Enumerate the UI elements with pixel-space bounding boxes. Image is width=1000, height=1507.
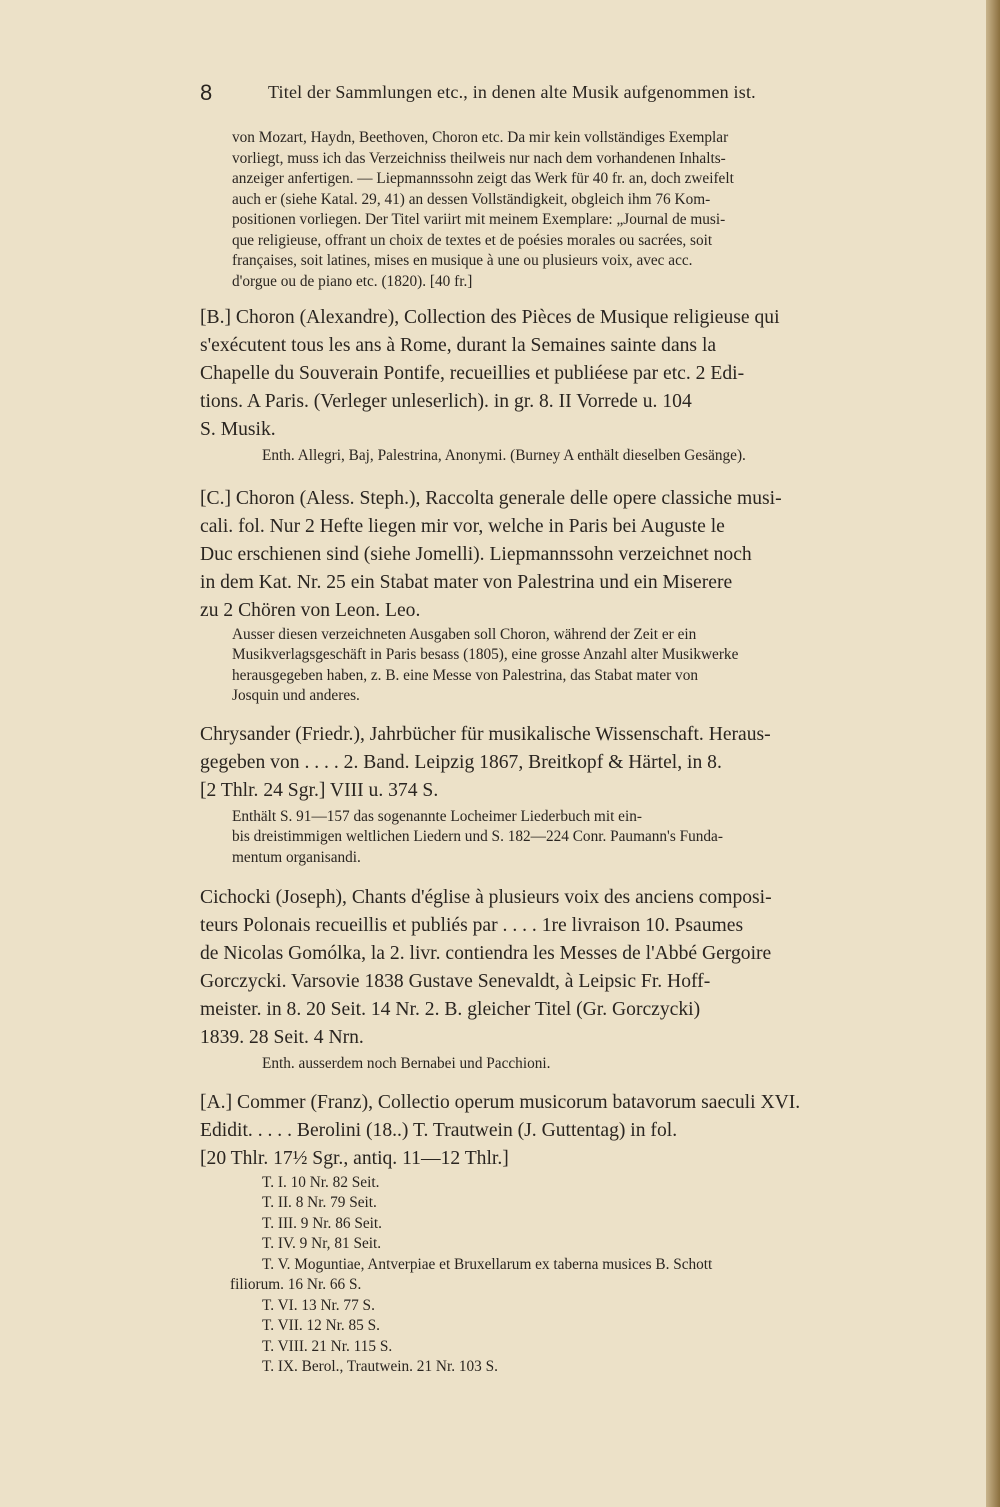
entry-line: teurs Polonais recueillis et publiés par . . . . 1re livraison 10. Psaumes bbox=[200, 915, 744, 936]
entry-note bbox=[200, 807, 900, 869]
entry-line: de Nicolas Gomólka, la 2. livr. contiendra les Messes de l'Abbé Gergoire bbox=[200, 943, 772, 964]
page-number: 8 bbox=[200, 80, 213, 105]
page-header bbox=[200, 80, 900, 106]
note-line: Josquin und anderes. bbox=[232, 687, 360, 704]
note-line: herausgegeben haben, z. B. eine Messe von Palestrina, das Stabat mater von bbox=[232, 666, 698, 684]
intro-line: positionen vorliegen. Der Titel variirt mit meinem Exemplare: „Journal de musi- bbox=[232, 211, 726, 228]
volume-item: T. VI. 13 Nr. 77 S. bbox=[262, 1296, 375, 1314]
volume-item: T. IX. Berol., Trautwein. 21 Nr. 103 S. bbox=[262, 1358, 498, 1375]
entry-line: s'exécutent tous les ans à Rome, durant la Semaines sainte dans la bbox=[200, 335, 717, 356]
volume-list bbox=[230, 1173, 900, 1378]
note-line: Enth. ausserdem noch Bernabei und Pacchioni. bbox=[262, 1055, 551, 1072]
entry-line: tions. A Paris. (Verleger unleserlich). in gr. 8. II Vorrede u. 104 bbox=[200, 391, 692, 412]
intro-line: vorliegt, muss ich das Verzeichniss theilweis nur nach dem vorhandenen Inhalts- bbox=[232, 149, 726, 167]
intro-paragraph bbox=[200, 128, 900, 292]
entry-chrysander bbox=[200, 721, 900, 869]
entry-cichocki bbox=[200, 884, 900, 1075]
volume-item: T. II. 8 Nr. 79 Seit. bbox=[262, 1194, 377, 1211]
entry-note bbox=[200, 625, 900, 707]
intro-line: françaises, soit latines, mises en musique à une ou plusieurs voix, avec acc. bbox=[232, 252, 693, 269]
entry-line: zu 2 Chören von Leon. Leo. bbox=[200, 599, 421, 621]
entry-line: [C.] Choron (Aless. Steph.), Raccolta generale delle opere classiche musi- bbox=[200, 487, 782, 509]
volume-item: T. III. 9 Nr. 86 Seit. bbox=[262, 1214, 382, 1232]
note-line: Ausser diesen verzeichneten Ausgaben soll Choron, während der Zeit er ein bbox=[232, 625, 697, 643]
page-edge bbox=[986, 0, 1000, 1507]
note-line: mentum organisandi. bbox=[232, 848, 361, 866]
entry-choron-alexandre bbox=[200, 304, 900, 467]
entry-line: gegeben von . . . . 2. Band. Leipzig 1867, Breitkopf & Härtel, in 8. bbox=[200, 751, 722, 773]
entry-commer bbox=[200, 1089, 900, 1378]
note-line: Enth. Allegri, Baj, Palestrina, Anonymi. (Burney A enthält dieselben Gesänge). bbox=[262, 447, 746, 464]
intro-line: d'orgue ou de piano etc. (1820). [40 fr.] bbox=[232, 272, 473, 290]
entry-line: cali. fol. Nur 2 Hefte liegen mir vor, welche in Paris bei Auguste le bbox=[200, 515, 725, 537]
intro-line: anzeiger anfertigen. — Liepmannssohn zeigt das Werk für 40 fr. an, doch zweifelt bbox=[232, 170, 734, 187]
volume-item: T. VIII. 21 Nr. 115 S. bbox=[262, 1337, 393, 1355]
intro-line: que religieuse, offrant un choix de textes et de poésies morales ou sacrées, soit bbox=[232, 231, 713, 249]
entry-note bbox=[200, 1054, 900, 1075]
entry-line: [A.] Commer (Franz), Collectio operum musicorum batavorum saeculi XVI. bbox=[200, 1091, 801, 1113]
note-line: Enthält S. 91—157 das sogenannte Locheimer Liederbuch mit ein- bbox=[232, 807, 642, 825]
page-content bbox=[200, 128, 900, 1378]
entry-line: Chrysander (Friedr.), Jahrbücher für musikalische Wissenschaft. Heraus- bbox=[200, 723, 771, 745]
entry-line: [20 Thlr. 17½ Sgr., antiq. 11—12 Thlr.] bbox=[200, 1147, 509, 1169]
entry-line: Chapelle du Souverain Pontife, recueillies et publiéese par etc. 2 Edi- bbox=[200, 363, 745, 384]
entry-line: S. Musik. bbox=[200, 419, 276, 440]
volume-item: T. VII. 12 Nr. 85 S. bbox=[262, 1317, 380, 1334]
running-title: Titel der Sammlungen etc., in denen alte Musik aufgenommen ist. bbox=[268, 82, 756, 102]
entry-line: Cichocki (Joseph), Chants d'église à plusieurs voix des anciens composi- bbox=[200, 887, 772, 908]
intro-line: von Mozart, Haydn, Beethoven, Choron etc. Da mir kein vollständiges Exemplar bbox=[232, 129, 729, 146]
note-line: Musikverlagsgeschäft in Paris besass (1805), eine grosse Anzahl alter Musikwerke bbox=[232, 646, 739, 663]
entry-line: Duc erschienen sind (siehe Jomelli). Liepmannssohn verzeichnet noch bbox=[200, 543, 752, 565]
entry-line: in dem Kat. Nr. 25 ein Stabat mater von Palestrina und ein Miserere bbox=[200, 571, 733, 593]
entry-note bbox=[200, 446, 900, 467]
entry-line: [B.] Choron (Alexandre), Collection des Pièces de Musique religieuse qui bbox=[200, 307, 780, 328]
entry-line: Edidit. . . . . Berolini (18..) T. Trautwein (J. Guttentag) in fol. bbox=[200, 1119, 678, 1141]
entry-line: Gorczycki. Varsovie 1838 Gustave Senevaldt, à Leipsic Fr. Hoff- bbox=[200, 971, 711, 992]
entry-line: 1839. 28 Seit. 4 Nrn. bbox=[200, 1027, 364, 1048]
volume-item: T. V. Moguntiae, Antverpiae et Bruxellarum ex taberna musices B. Schott bbox=[262, 1255, 713, 1273]
note-line: bis dreistimmigen weltlichen Liedern und S. 182—224 Conr. Paumann's Funda- bbox=[232, 828, 723, 845]
volume-item: filiorum. 16 Nr. 66 S. bbox=[230, 1276, 362, 1293]
volume-item: T. I. 10 Nr. 82 Seit. bbox=[262, 1173, 380, 1191]
entry-line: [2 Thlr. 24 Sgr.] VIII u. 374 S. bbox=[200, 779, 439, 801]
volume-item: T. IV. 9 Nr, 81 Seit. bbox=[262, 1235, 382, 1252]
entry-choron-aless bbox=[200, 485, 900, 707]
entry-line: meister. in 8. 20 Seit. 14 Nr. 2. B. gleicher Titel (Gr. Gorczycki) bbox=[200, 999, 701, 1020]
intro-line: auch er (siehe Katal. 29, 41) an dessen Vollständigkeit, obgleich ihm 76 Kom- bbox=[232, 190, 711, 208]
